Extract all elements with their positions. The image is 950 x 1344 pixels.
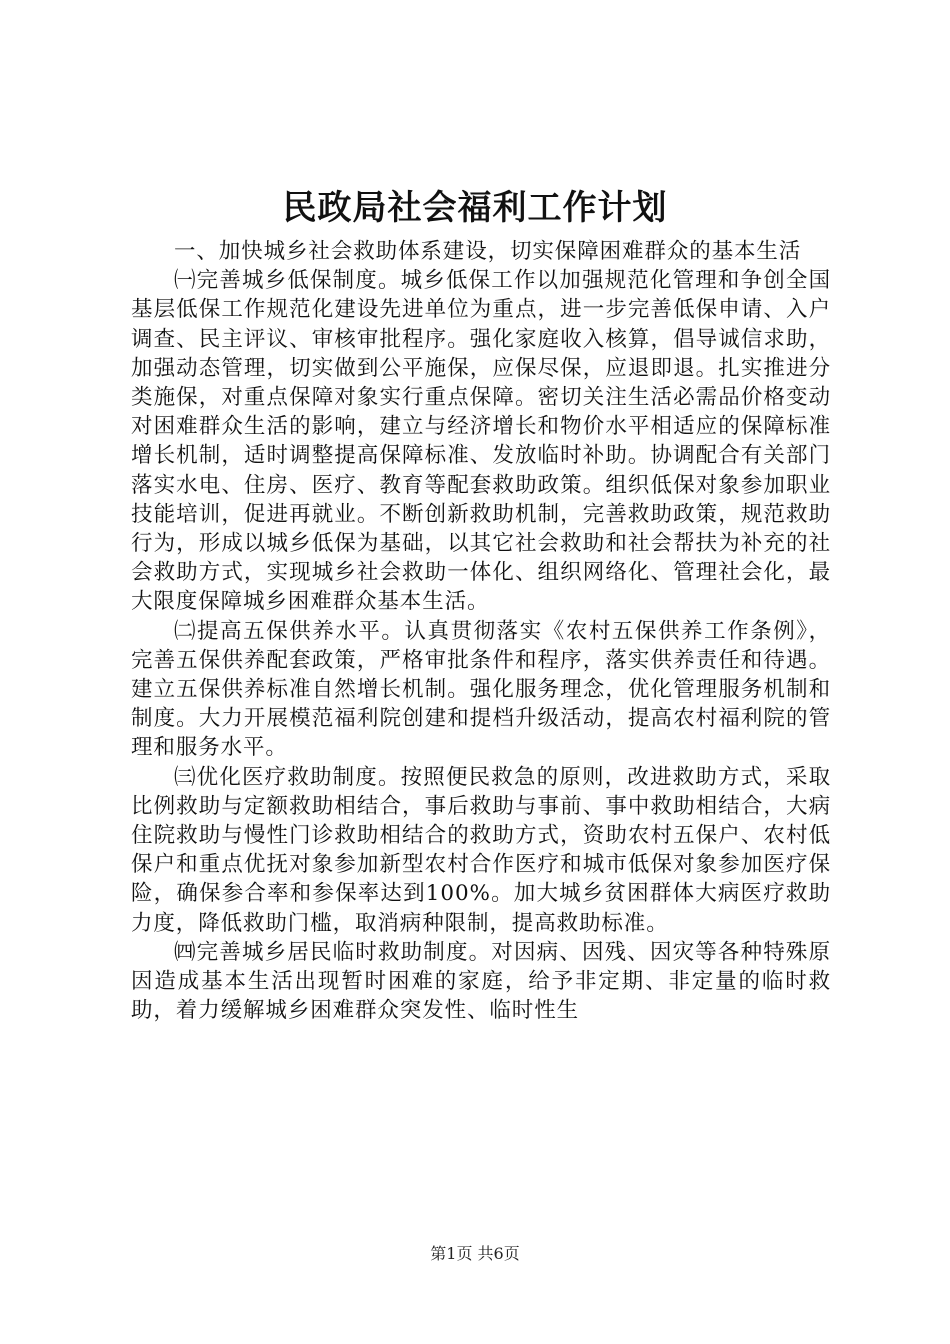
section-heading: 一、加快城乡社会救助体系建设，切实保障困难群众的基本生活 <box>174 239 802 264</box>
document-body <box>131 237 831 1025</box>
paragraph-temporary-assistance: ㈣完善城乡居民临时救助制度。对因病、因残、因灾等各种特殊原因造成基本生活出现暂时困难的家庭，给予非定期、非定量的临时救助，着力缓解城乡困难群众突发性、临时性生 <box>131 939 831 1024</box>
document-title: 民政局社会福利工作计划 <box>282 188 668 228</box>
paragraph-subsistence-allowance: ㈠完善城乡低保制度。城乡低保工作以加强规范化管理和争创全国基层低保工作规范化建设先进单位为重点，进一步完善低保申请、入户调查、民主评议、审核审批程序。强化家庭收入核算，倡导诚信求助，加强动态管理，切实做到公平施保，应保尽保，应退即退。扎实推进分类施保，对重点保障对象实行重点保障。密切关注生活必需品价格变动对困难群众生活的影响，建立与经济增长和物价水平相适应的保障标准增长机制，适时调整提高保障标准、发放临时补助。协调配合有关部门落实水电、住房、医疗、教育等配套救助政策。组织低保对象参加职业技能培训，促进再就业。不断创新救助机制，完善救助政策，规范救助行为，形成以城乡低保为基础，以其它社会救助和社会帮扶为补充的社会救助方式，实现城乡社会救助一体化、组织网络化、管理社会化，最大限度保障城乡困难群众基本生活。 <box>131 268 831 615</box>
paragraph-five-guarantees: ㈡提高五保供养水平。认真贯彻落实《农村五保供养工作条例》，完善五保供养配套政策，严格审批条件和程序，落实供养责任和待遇。建立五保供养标准自然增长机制。强化服务理念，优化管理服务机制和制度。大力开展模范福利院创建和提档升级活动，提高农村福利院的管理和服务水平。 <box>131 618 831 761</box>
page-number-footer: 第1页 共6页 <box>430 1244 520 1263</box>
paragraph-medical-assistance: ㈢优化医疗救助制度。按照便民救急的原则，改进救助方式，采取比例救助与定额救助相结合，事后救助与事前、事中救助相结合，大病住院救助与慢性门诊救助相结合的救助方式，资助农村五保户、农村低保户和重点优抚对象参加新型农村合作医疗和城市低保对象参加医疗保险，确保参合率和参保率达到100%。加大城乡贫困群体大病医疗救助力度，降低救助门槛，取消病种限制，提高救助标准。 <box>131 764 831 936</box>
